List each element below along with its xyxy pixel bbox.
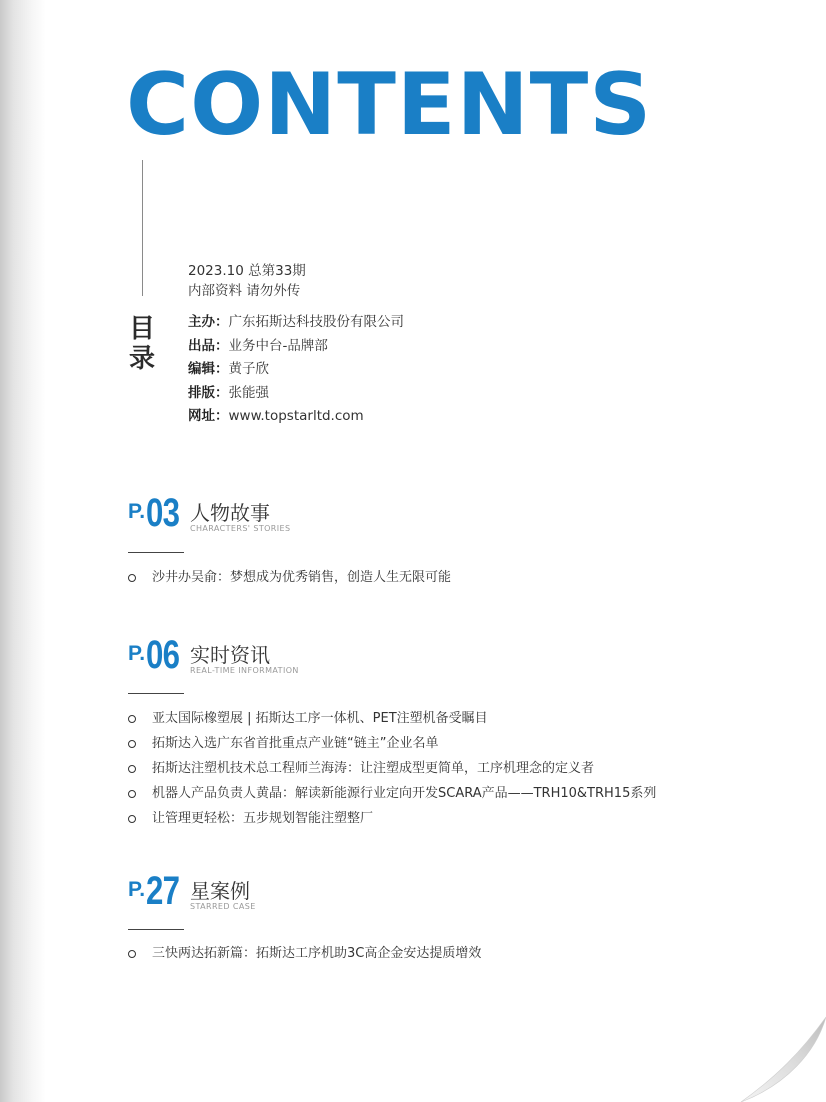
- credit-value: 业务中台-品牌部: [228, 337, 328, 354]
- bullet-circle-icon: [128, 574, 136, 582]
- section-header: [128, 869, 788, 924]
- bullet-circle-icon: [128, 715, 136, 723]
- credits-block: [188, 311, 404, 429]
- contents-vertical-label: [126, 314, 158, 374]
- section-subtitle: STARRED CASE: [190, 902, 256, 911]
- vertical-label-char: 录: [128, 344, 155, 374]
- section-title: 星案例: [190, 879, 250, 903]
- page-number: 06: [146, 633, 180, 677]
- toc-item[interactable]: [128, 731, 656, 756]
- section-characters-stories: [128, 491, 788, 585]
- section-realtime-information: [128, 633, 788, 826]
- toc-item[interactable]: [128, 781, 656, 806]
- section-starred-case: [128, 869, 788, 961]
- toc-item-text: 亚太国际橡塑展 | 拓斯达工序一体机、PET注塑机备受瞩目: [152, 711, 488, 726]
- credit-label: 主办：: [188, 314, 229, 330]
- vertical-label-char: 目: [128, 314, 155, 344]
- section-rule: [128, 693, 184, 694]
- credit-label: 出品：: [188, 337, 229, 354]
- toc-item-text: 拓斯达注塑机技术总工程师兰海涛：让注塑成型更简单，工序机理念的定义者: [152, 761, 595, 776]
- bullet-circle-icon: [128, 815, 136, 823]
- website-link[interactable]: www.topstarltd.com: [228, 408, 364, 424]
- section-rule: [128, 552, 184, 553]
- credit-website: [188, 405, 404, 429]
- toc-item[interactable]: [128, 756, 656, 781]
- section-items: [128, 706, 656, 831]
- vertical-divider: [142, 160, 143, 296]
- issue-info: [188, 261, 306, 301]
- page-title: CONTENTS: [126, 55, 653, 155]
- toc-item[interactable]: [128, 565, 451, 590]
- toc-item-text: 拓斯达入选广东省首批重点产业链“链主”企业名单: [152, 736, 439, 751]
- credit-label: 网址：: [188, 408, 229, 424]
- bullet-circle-icon: [128, 950, 136, 958]
- section-subtitle: REAL-TIME INFORMATION: [190, 666, 299, 675]
- issue-number: 2023.10 总第33期: [188, 263, 306, 279]
- credit-value: 黄子欣: [228, 361, 269, 377]
- bullet-circle-icon: [128, 765, 136, 773]
- section-items: [128, 941, 481, 966]
- credit-producer: [188, 335, 404, 359]
- section-items: [128, 565, 451, 590]
- toc-item-text: 机器人产品负责人黄晶：解读新能源行业定向开发SCARA产品——TRH10&TRH15系列: [152, 786, 657, 801]
- toc-item[interactable]: [128, 941, 481, 966]
- credit-editor: [188, 358, 404, 382]
- bullet-circle-icon: [128, 740, 136, 748]
- toc-item-text: 三快两达拓新篇：拓斯达工序机助3C高企金安达提质增效: [152, 946, 482, 961]
- page-curl-icon: [731, 1007, 826, 1102]
- page-prefix: P.: [128, 878, 146, 901]
- page-number: 03: [146, 491, 180, 535]
- page-spine-shadow: [0, 0, 46, 1102]
- section-header: [128, 633, 788, 688]
- toc-item[interactable]: [128, 806, 656, 831]
- toc-item-text: 让管理更轻松：五步规划智能注塑整厂: [152, 811, 374, 826]
- section-title: 人物故事: [190, 501, 270, 525]
- section-header: [128, 491, 788, 546]
- page-prefix: P.: [128, 500, 146, 523]
- bullet-circle-icon: [128, 790, 136, 798]
- credit-label: 编辑：: [188, 361, 229, 377]
- section-subtitle: CHARACTERS' STORIES: [190, 524, 291, 533]
- credit-publisher: [188, 311, 404, 335]
- internal-note: 内部资料 请勿外传: [188, 283, 301, 299]
- page-number: 27: [146, 869, 180, 913]
- toc-item[interactable]: [128, 706, 656, 731]
- credit-value: 广东拓斯达科技股份有限公司: [228, 314, 404, 330]
- page-prefix: P.: [128, 642, 146, 665]
- section-title: 实时资讯: [190, 643, 270, 667]
- credit-label: 排版：: [188, 384, 229, 401]
- section-rule: [128, 929, 184, 930]
- credit-layout: [188, 382, 404, 406]
- credit-value: 张能强: [228, 384, 269, 401]
- toc-item-text: 沙井办吴俞：梦想成为优秀销售，创造人生无限可能: [152, 570, 452, 585]
